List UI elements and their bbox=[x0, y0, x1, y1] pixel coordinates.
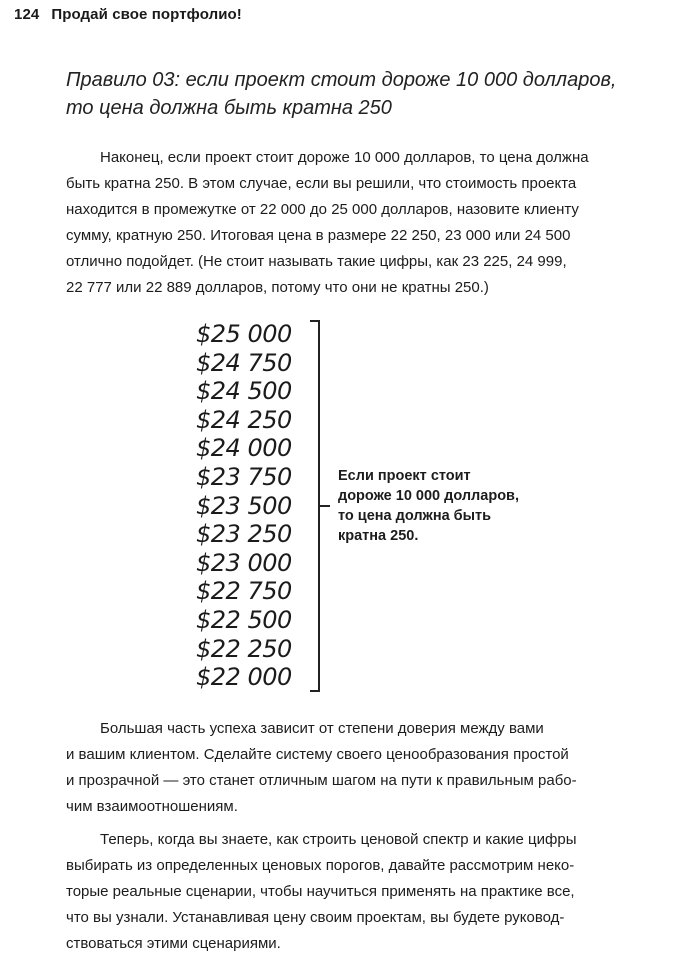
callout-line: кратна 250. bbox=[338, 528, 419, 544]
price-item: $23 000 bbox=[196, 548, 292, 577]
callout-line: дороже 10 000 долларов, bbox=[338, 488, 519, 504]
text-line: 22 777 или 22 889 долларов, потому что они не кратны 250.) bbox=[66, 279, 489, 296]
paragraph-trust bbox=[66, 716, 678, 820]
rule-heading-line: Правило 03: если проект стоит дороже 10 000 долларов, bbox=[66, 69, 617, 91]
text-line: выбирать из определенных ценовых порогов, давайте рассмотрим неко- bbox=[66, 857, 575, 874]
book-title: Продай свое портфолио! bbox=[51, 6, 242, 23]
text-line: сумму, кратную 250. Итоговая цена в размере 22 250, 23 000 или 24 500 bbox=[66, 227, 571, 244]
price-item: $24 250 bbox=[196, 405, 292, 434]
text-line: Большая часть успеха зависит от степени доверия между вами bbox=[100, 720, 544, 737]
callout-line: Если проект стоит bbox=[338, 468, 471, 484]
price-item: $24 750 bbox=[196, 348, 292, 377]
text-line: что вы узнали. Устанавливая цену своим проектам, вы будете руковод- bbox=[66, 909, 565, 926]
bracket-line bbox=[310, 320, 320, 692]
text-line: быть кратна 250. В этом случае, если вы решили, что стоимость проекта bbox=[66, 175, 577, 192]
price-item: $22 000 bbox=[196, 663, 292, 692]
price-item: $23 250 bbox=[196, 520, 292, 549]
price-item: $22 500 bbox=[196, 605, 292, 634]
page-header bbox=[14, 6, 242, 23]
text-line: чим взаимоотношениям. bbox=[66, 798, 238, 815]
paragraph-scenarios bbox=[66, 827, 678, 957]
text-line: отлично подойдет. (Не стоит называть такие цифры, как 23 225, 24 999, bbox=[66, 253, 567, 270]
bracket-callout bbox=[338, 466, 558, 546]
text-line: находится в промежутке от 22 000 до 25 000 долларов, назовите клиенту bbox=[66, 201, 579, 218]
price-item: $22 250 bbox=[196, 634, 292, 663]
page-number: 124 bbox=[14, 6, 40, 23]
text-line: торые реальные сценарии, чтобы научиться применять на практике все, bbox=[66, 883, 575, 900]
text-line: и вашим клиентом. Сделайте систему своего ценообразования простой bbox=[66, 746, 569, 763]
price-item: $24 000 bbox=[196, 434, 292, 463]
price-item: $24 500 bbox=[196, 377, 292, 406]
price-item: $23 500 bbox=[196, 491, 292, 520]
price-item: $22 750 bbox=[196, 577, 292, 606]
handwritten-price-list bbox=[196, 320, 326, 692]
price-item: $25 000 bbox=[196, 320, 292, 348]
callout-line: то цена должна быть bbox=[338, 508, 492, 524]
text-line: ствоваться этими сценариями. bbox=[66, 935, 281, 952]
text-line: и прозрачной — это станет отличным шагом на пути к правильным рабо- bbox=[66, 772, 577, 789]
price-item: $23 750 bbox=[196, 462, 292, 491]
rule-heading bbox=[66, 66, 666, 122]
bracket-pointer bbox=[320, 505, 330, 507]
rule-heading-line: то цена должна быть кратна 250 bbox=[66, 97, 392, 119]
text-line: Наконец, если проект стоит дороже 10 000 долларов, то цена должна bbox=[100, 149, 589, 166]
paragraph-intro bbox=[66, 145, 678, 301]
text-line: Теперь, когда вы знаете, как строить ценовой спектр и какие цифры bbox=[100, 831, 577, 848]
